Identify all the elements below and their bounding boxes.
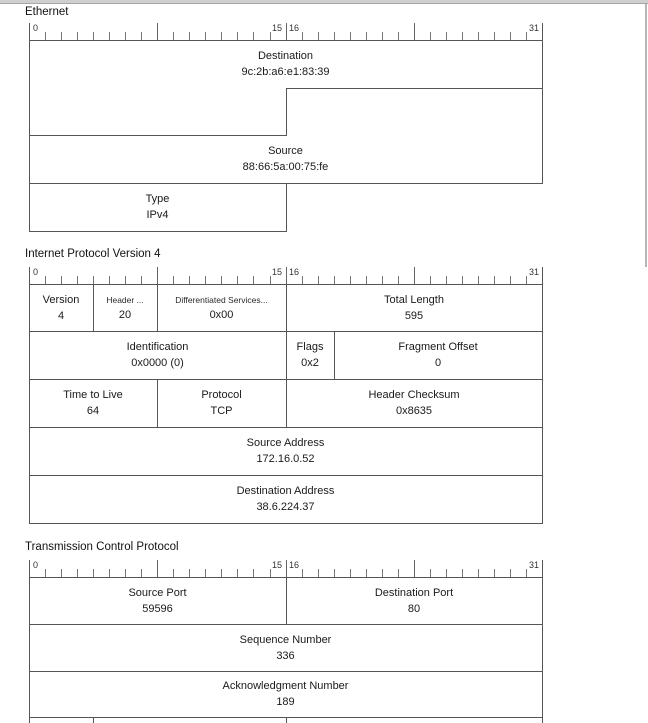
field-value: 80	[407, 602, 421, 615]
field-ip-source-address[interactable]	[29, 427, 542, 475]
ruler-tick	[125, 32, 126, 40]
field-label: Source	[268, 145, 303, 157]
ruler-tick	[253, 569, 254, 577]
ruler-tick	[446, 276, 447, 284]
ruler-tick	[350, 569, 351, 577]
field-value: IPv4	[146, 209, 169, 221]
ruler-tick	[526, 276, 527, 284]
ruler-tick	[430, 569, 431, 577]
ruler-tick	[270, 32, 271, 40]
field-eth-type[interactable]	[29, 183, 286, 231]
ruler-tick	[93, 32, 94, 40]
field-label: Type	[145, 193, 170, 205]
field-ip-destination-address[interactable]	[29, 475, 542, 523]
divider	[93, 717, 94, 723]
field-label: Total Length	[384, 293, 444, 306]
ruler-tick	[334, 569, 335, 577]
ruler-tick	[350, 32, 351, 40]
field-eth-source[interactable]	[29, 135, 542, 183]
ruler-tick	[45, 569, 46, 577]
ruler-tick	[430, 32, 431, 40]
ruler-tick	[398, 32, 399, 40]
section-title-tcp: Transmission Control Protocol	[25, 541, 179, 553]
field-value: 38.6.224.37	[256, 501, 315, 513]
ruler-tick	[286, 560, 287, 577]
field-ip-flags[interactable]	[286, 331, 334, 379]
ruler-tick	[462, 569, 463, 577]
ruler-tick	[382, 32, 383, 40]
ruler-tick	[173, 276, 174, 284]
ruler-tick	[189, 569, 190, 577]
ruler-tick	[45, 32, 46, 40]
ruler-tick	[270, 276, 271, 284]
field-tcp-source-port[interactable]	[29, 577, 286, 624]
field-ip-ttl[interactable]	[29, 379, 157, 427]
field-ip-diff-services[interactable]	[157, 284, 286, 331]
field-ip-header-checksum[interactable]	[286, 379, 542, 427]
ruler-tick	[237, 276, 238, 284]
ruler-label-0: 0	[33, 560, 39, 570]
field-value: 59596	[142, 602, 173, 615]
ruler-label-0: 0	[33, 23, 39, 33]
field-label: Protocol	[201, 389, 242, 401]
field-label: Fragment Offset	[398, 341, 478, 353]
ruler-tick	[366, 569, 367, 577]
ruler-tick	[302, 32, 303, 40]
ruler-tick	[189, 32, 190, 40]
field-value: 88:66:5a:00:75:fe	[242, 161, 329, 173]
ruler-tick	[109, 276, 110, 284]
field-value: 64	[86, 405, 100, 417]
ruler-tick	[221, 569, 222, 577]
ruler-tick	[382, 569, 383, 577]
field-value: 0x8635	[395, 405, 433, 417]
divider	[286, 183, 287, 231]
field-value: 0x2	[301, 357, 319, 369]
ruler-tick	[125, 569, 126, 577]
divider	[542, 23, 543, 184]
ruler-tick	[350, 276, 351, 284]
ruler-tick	[109, 32, 110, 40]
ruler-tick	[414, 560, 415, 577]
field-label: Version	[42, 293, 80, 306]
scrollbar-thumb[interactable]	[645, 4, 647, 267]
ruler-label-31: 31	[528, 267, 539, 277]
ruler-tick	[253, 276, 254, 284]
field-label: Destination Port	[374, 586, 454, 599]
ruler-tick	[141, 32, 142, 40]
divider	[286, 88, 287, 135]
field-ip-fragment-offset[interactable]	[334, 331, 542, 379]
ruler-tick	[398, 276, 399, 284]
ruler-tick	[494, 569, 495, 577]
ruler-tick	[205, 276, 206, 284]
field-ip-total-length[interactable]	[286, 284, 542, 331]
pane-splitter[interactable]	[0, 0, 648, 4]
field-label: Flags	[296, 341, 324, 353]
ruler-label-31: 31	[528, 560, 539, 570]
ruler-tick	[253, 32, 254, 40]
field-label: Destination	[257, 50, 314, 62]
ruler-tick	[494, 32, 495, 40]
ruler-tick	[189, 276, 190, 284]
section-title-ipv4: Internet Protocol Version 4	[25, 248, 161, 260]
ruler-tick	[510, 276, 511, 284]
field-value: 0	[434, 357, 442, 369]
field-label: Source Port	[128, 586, 187, 599]
ruler-tick	[414, 267, 415, 284]
ruler-label-16: 16	[289, 560, 300, 570]
divider	[29, 523, 543, 524]
field-value: 20	[118, 308, 132, 321]
ruler-tick	[494, 276, 495, 284]
ruler-tick	[93, 276, 94, 284]
bit-ruler-ipv4	[29, 267, 542, 284]
ruler-tick	[173, 32, 174, 40]
field-value: 0x00	[209, 308, 234, 321]
ruler-tick	[237, 569, 238, 577]
field-value: 336	[276, 649, 295, 662]
field-label: Acknowledgment Number	[222, 680, 349, 692]
ruler-tick	[478, 569, 479, 577]
ruler-tick	[61, 569, 62, 577]
field-label: Identification	[126, 341, 189, 353]
field-value: 172.16.0.52	[256, 453, 315, 465]
divider	[286, 88, 543, 89]
ruler-tick	[93, 569, 94, 577]
ruler-tick	[462, 32, 463, 40]
ruler-tick	[510, 32, 511, 40]
ruler-tick	[77, 32, 78, 40]
divider	[286, 717, 287, 723]
field-label: Header Checksum	[368, 389, 460, 401]
ruler-tick	[446, 569, 447, 577]
ruler-label-31: 31	[528, 23, 539, 33]
ruler-tick	[414, 23, 415, 40]
ruler-tick	[157, 23, 158, 40]
ruler-tick	[462, 276, 463, 284]
field-value: 189	[276, 696, 295, 708]
bit-ruler-tcp	[29, 560, 542, 577]
ruler-tick	[205, 569, 206, 577]
field-label: Source Address	[246, 437, 325, 449]
ruler-tick	[510, 569, 511, 577]
ruler-tick	[398, 569, 399, 577]
ruler-tick	[382, 276, 383, 284]
section-title-ethernet: Ethernet	[25, 6, 69, 18]
ruler-tick	[157, 560, 158, 577]
ruler-tick	[318, 32, 319, 40]
ruler-label-15: 15	[271, 267, 282, 277]
field-value: 9c:2b:a6:e1:83:39	[241, 66, 330, 78]
ruler-tick	[141, 276, 142, 284]
field-ip-protocol[interactable]	[157, 379, 286, 427]
ruler-tick	[478, 276, 479, 284]
ruler-tick	[77, 569, 78, 577]
ruler-label-15: 15	[271, 560, 282, 570]
field-label: Header ...	[106, 294, 144, 305]
ruler-tick	[109, 569, 110, 577]
ruler-tick	[157, 267, 158, 284]
field-eth-destination[interactable]	[29, 40, 542, 88]
ruler-tick	[61, 276, 62, 284]
ruler-tick	[430, 276, 431, 284]
divider	[542, 267, 543, 524]
ruler-tick	[77, 276, 78, 284]
ruler-tick	[286, 267, 287, 284]
ruler-tick	[318, 569, 319, 577]
ruler-tick	[302, 569, 303, 577]
field-label: Differentiated Services...	[175, 294, 268, 305]
ruler-tick	[286, 23, 287, 40]
ruler-tick	[526, 569, 527, 577]
field-tcp-ack-number[interactable]	[29, 671, 542, 717]
ruler-tick	[478, 32, 479, 40]
ruler-tick	[270, 569, 271, 577]
ruler-tick	[526, 32, 527, 40]
field-ip-identification[interactable]	[29, 331, 286, 379]
field-value: 595	[404, 309, 424, 322]
ruler-label-16: 16	[289, 267, 300, 277]
ruler-tick	[237, 32, 238, 40]
field-ip-header-length[interactable]	[93, 284, 157, 331]
field-label: Sequence Number	[239, 633, 332, 646]
ruler-label-16: 16	[289, 23, 300, 33]
ruler-label-0: 0	[33, 267, 39, 277]
ruler-tick	[302, 276, 303, 284]
field-tcp-sequence-number[interactable]	[29, 624, 542, 671]
field-ip-version[interactable]	[29, 284, 93, 331]
ruler-tick	[334, 32, 335, 40]
ruler-tick	[334, 276, 335, 284]
ruler-tick	[61, 32, 62, 40]
field-label: Time to Live	[63, 389, 123, 401]
bit-ruler-ethernet	[29, 23, 542, 40]
ruler-tick	[173, 569, 174, 577]
divider	[542, 560, 543, 723]
field-value: 0x0000 (0)	[131, 357, 184, 369]
ruler-tick	[45, 276, 46, 284]
ruler-tick	[446, 32, 447, 40]
field-label: Destination Address	[236, 485, 335, 497]
field-value: 4	[57, 309, 65, 322]
ruler-tick	[366, 32, 367, 40]
ruler-tick	[366, 276, 367, 284]
ruler-tick	[125, 276, 126, 284]
ruler-tick	[318, 276, 319, 284]
field-value: TCP	[210, 405, 233, 417]
ruler-tick	[221, 276, 222, 284]
divider	[29, 231, 287, 232]
ruler-tick	[221, 32, 222, 40]
ruler-label-15: 15	[271, 23, 282, 33]
field-tcp-destination-port[interactable]	[286, 577, 542, 624]
ruler-tick	[141, 569, 142, 577]
ruler-tick	[205, 32, 206, 40]
